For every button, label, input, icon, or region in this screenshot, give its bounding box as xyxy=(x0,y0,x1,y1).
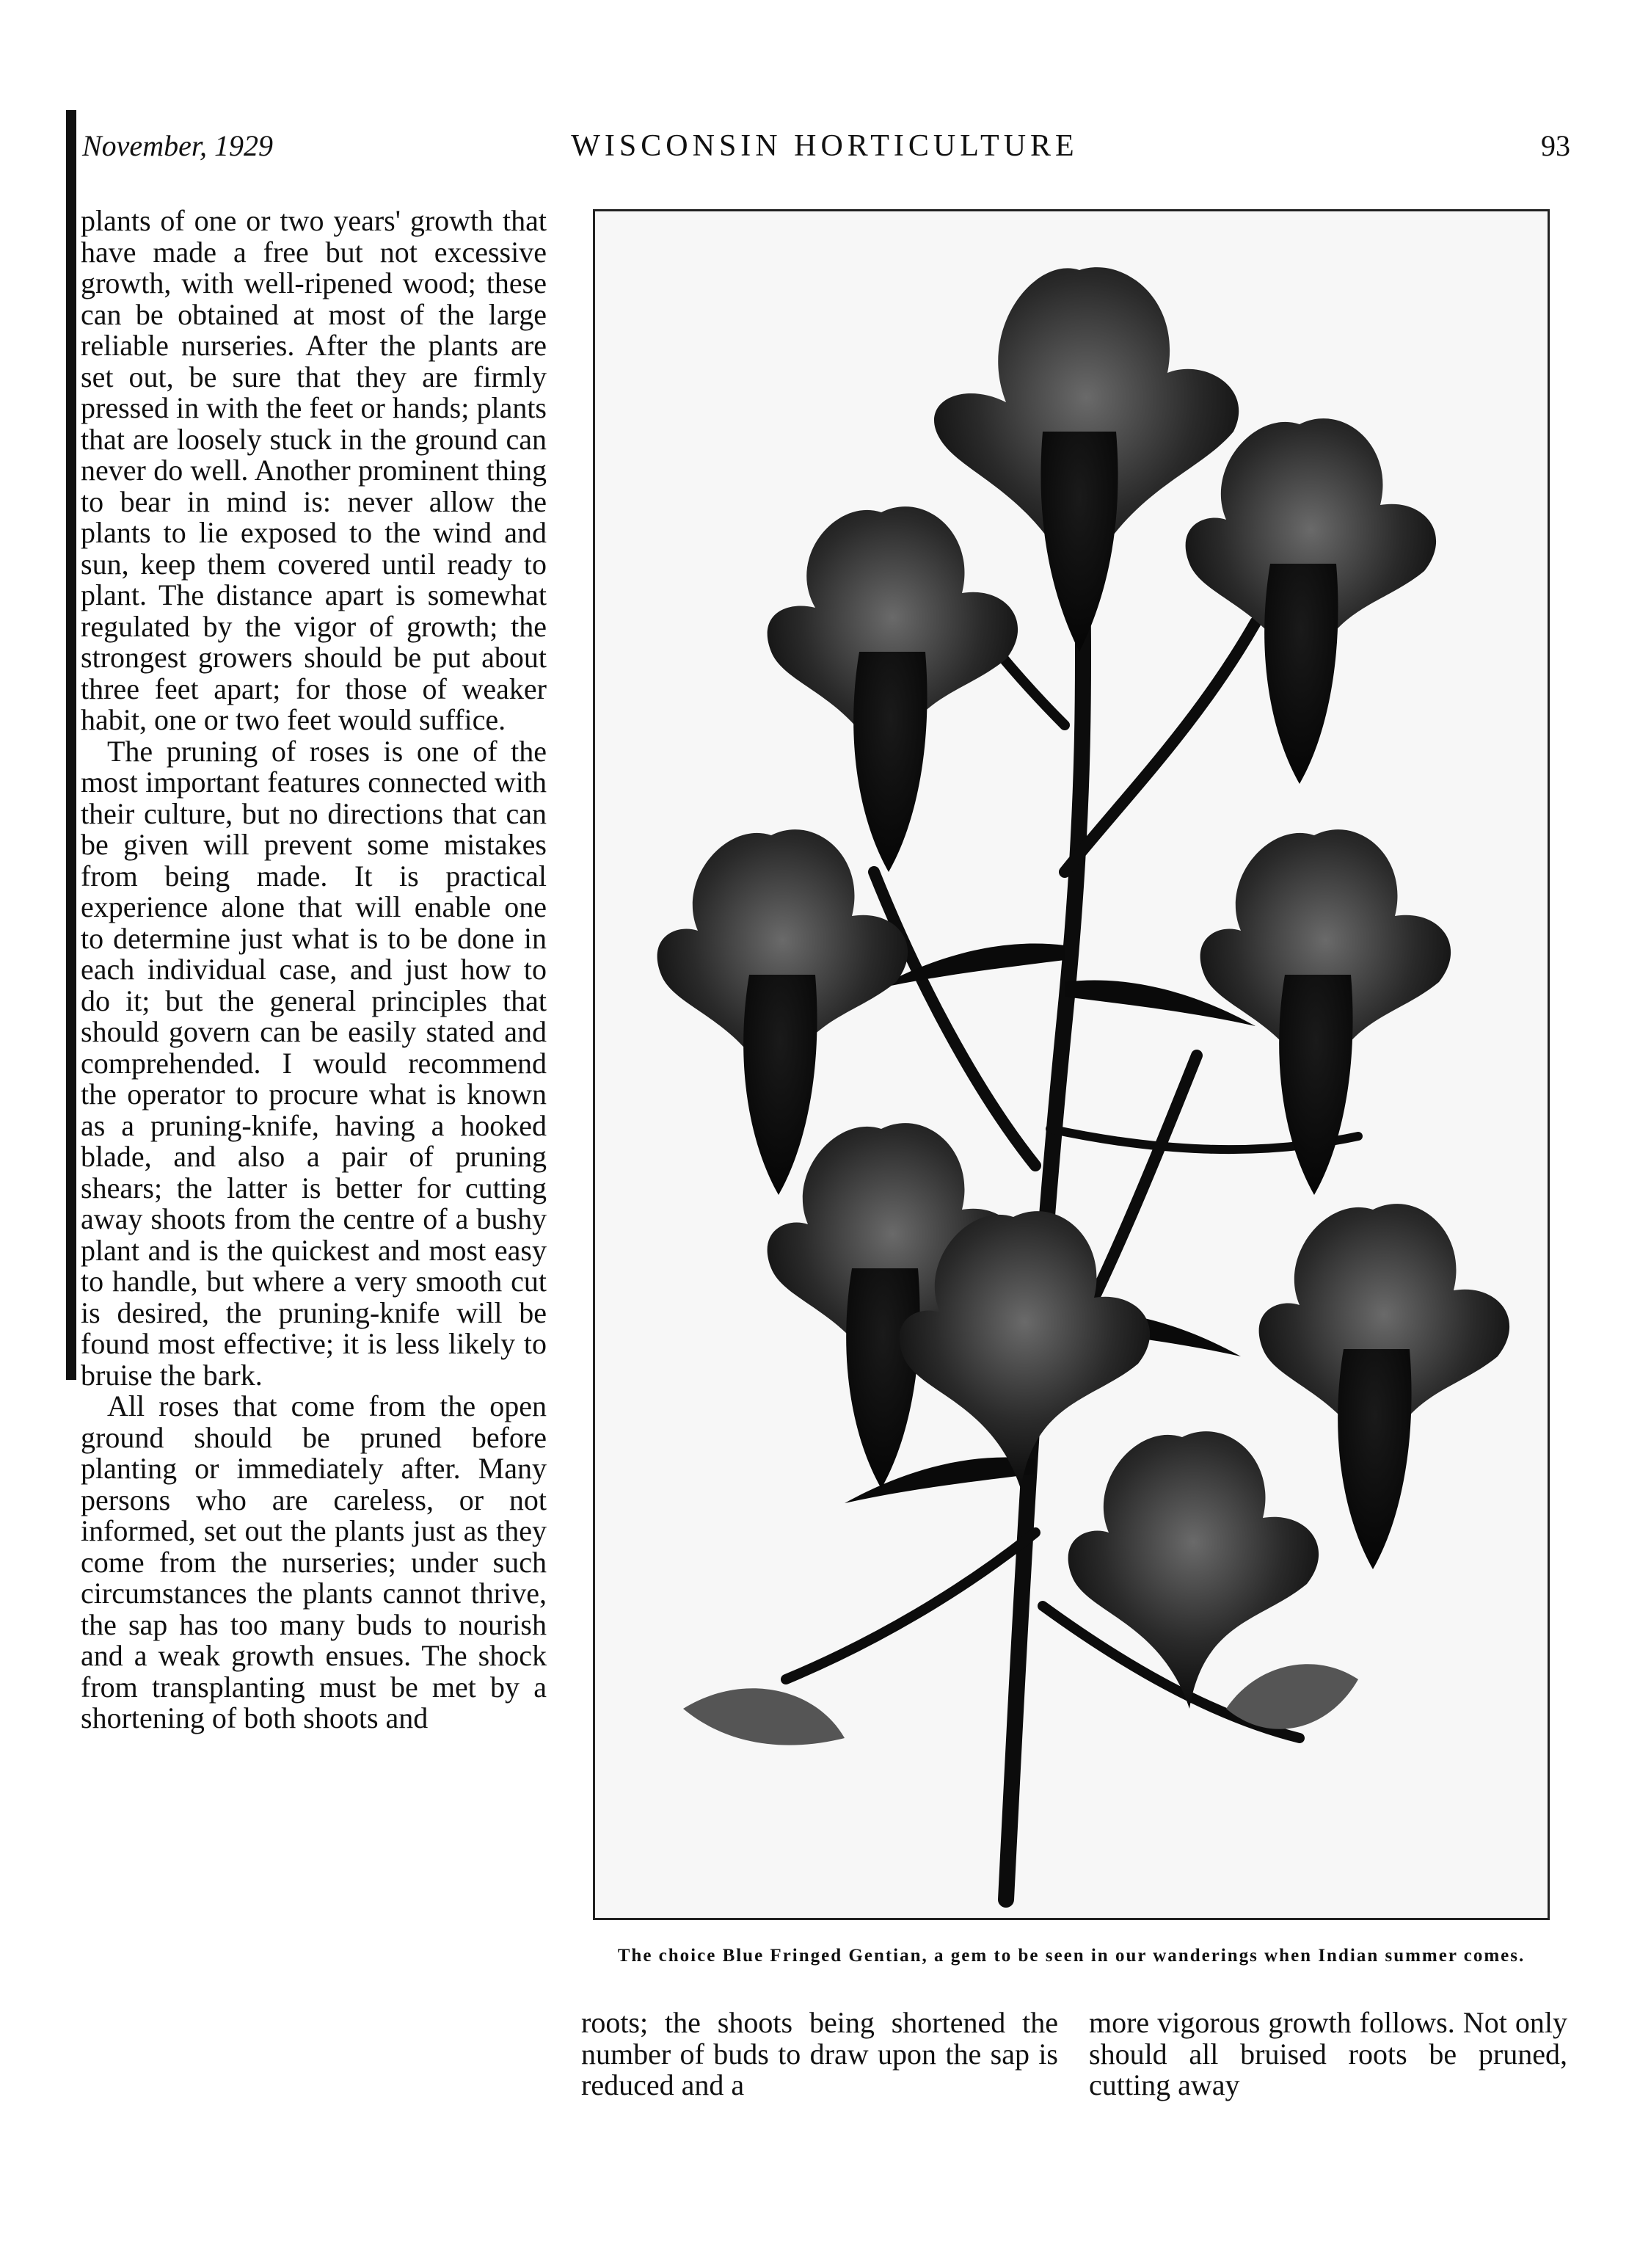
left-margin-bar xyxy=(66,110,76,1380)
page-number: 93 xyxy=(1541,129,1570,162)
figure-caption: The choice Blue Fringed Gentian, a gem to be seen in our wanderings when Indian summer comes. xyxy=(617,1946,1526,1966)
middle-column-text: roots; the shoots being shortened the number of buds to draw upon the sap is reduced and a xyxy=(581,2006,1058,2101)
gentian-photograph xyxy=(593,209,1550,1920)
issue-date: November, 1929 xyxy=(82,129,273,162)
paragraph-pruning: The pruning of roses is one of the most important features connected with their culture, but no directions that can be given will prevent some mistakes from being made. It is practical experience alone that will enable one to determine just what is to be done in each individual case, and just how to do it; but the general principles that should govern can be easily stated and comprehended. I would recommend the operator to procure what is known as a pruning-knife, having a hooked blade, and also a pair of pruning shears; the latter is better for cutting away shoots from the centre of a bushy plant and is the quickest and most easy to handle, but where a very smooth cut is desired, the pruning-knife will be found most effective; it is less likely to bruise the bark. xyxy=(81,734,547,1392)
right-column-text: more vigorous growth follows. Not only should all bruised roots be pruned, cutting away xyxy=(1089,2006,1567,2101)
paragraph-open-ground: All roses that come from the open ground should be pruned before planting or immediately after. Many persons who are careless, or not informed, set out the plants just as they come from the nurseries; under such circumstances the plants cannot thrive, the sap has too many buds to nourish and a weak growth ensues. The shock from transplanting must be met by a shortening of both shoots and xyxy=(81,1389,547,1734)
paragraph-planting: plants of one or two years' growth that have made a free but not excessive growth, with well-ripened wood; these can be obtained at most of the large reliable nurseries. After the plants are set out, be sure that they are firmly pressed in with the feet or hands; plants that are loosely stuck in the ground can never do well. Another prominent thing to bear in mind is: never allow the plants to lie exposed to the wind and sun, keep them covered until ready to plant. The distance apart is somewhat regulated by the vigor of growth; the strongest growers should be put about three feet apart; for those of weaker habit, one or two feet would suffice. xyxy=(81,204,547,736)
middle-text-column xyxy=(581,2007,1058,2101)
left-text-column xyxy=(81,206,547,1734)
page-header xyxy=(79,128,1570,180)
gentian-flower-image xyxy=(595,211,1548,1918)
right-text-column xyxy=(1089,2007,1567,2101)
publication-title: WISCONSIN HORTICULTURE xyxy=(571,129,1079,163)
